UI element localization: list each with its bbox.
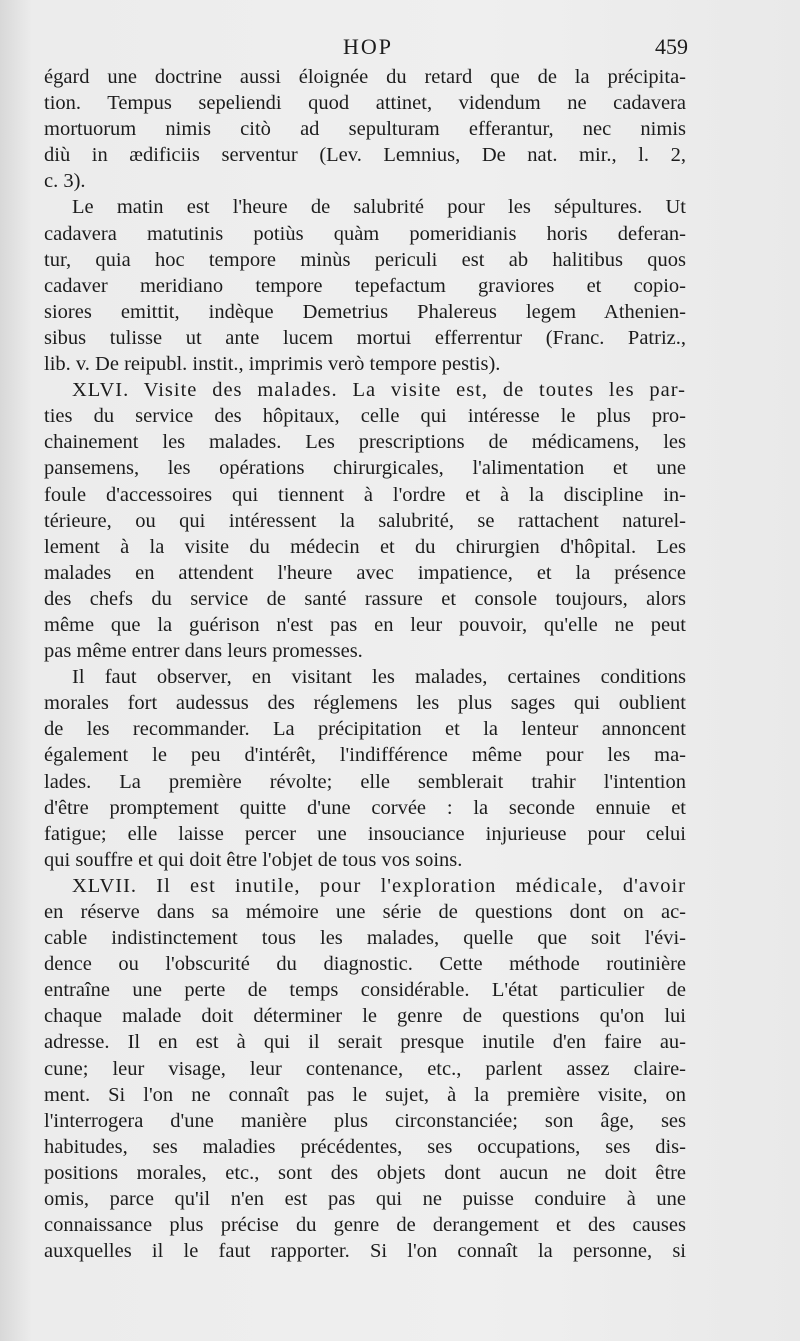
- text-line: lades. La première révolte; elle semblerait trahir l'intention: [44, 770, 686, 793]
- page-number: 459: [655, 34, 688, 59]
- text-line: diù in ædificiis serventur (Lev. Lemnius, De nat. mir., l. 2,: [44, 144, 686, 167]
- body-text: [44, 64, 686, 1264]
- text-line: tion. Tempus sepeliendi quod attinet, videndum ne cadavera: [44, 92, 686, 115]
- text-line: siores emittit, indèque Demetrius Phalereus legem Athenien-: [44, 300, 686, 323]
- text-line: ment. Si l'on ne connaît pas le sujet, à la première visite, on: [44, 1083, 686, 1106]
- text-line: pansemens, les opérations chirurgicales, l'alimentation et une: [44, 457, 686, 480]
- text-line: pas même entrer dans leurs promesses.: [44, 640, 363, 663]
- text-line: chaque malade doit déterminer le genre de questions qu'on lui: [44, 1005, 686, 1028]
- text-line: lement à la visite du médecin et du chirurgien d'hôpital. Les: [44, 535, 686, 558]
- text-line: c. 3).: [44, 170, 86, 193]
- text-line: cable indistinctement tous les malades, quelle que soit l'évi-: [44, 927, 686, 950]
- text-line: d'être promptement quitte d'une corvée : la seconde ennuie et: [44, 796, 686, 819]
- text-line: fatigue; elle laisse percer une insouciance injurieuse pour celui: [44, 822, 686, 845]
- text-line: mortuorum nimis citò ad sepulturam efferantur, nec nimis: [44, 118, 686, 141]
- text-line: tur, quia hoc tempore minùs periculi est ab halitibus quos: [44, 248, 686, 271]
- text-line: connaissance plus précise du genre de derangement et des causes: [44, 1214, 686, 1237]
- running-head: [48, 34, 688, 68]
- text-line: qui souffre et qui doit être l'objet de tous vos soins.: [44, 848, 463, 871]
- text-line: cadaver meridiano tempore tepefactum graviores et copio-: [44, 274, 686, 297]
- text-line: des chefs du service de santé rassure et console toujours, alors: [44, 587, 686, 610]
- text-line: habitudes, ses maladies précédentes, ses occupations, ses dis-: [44, 1135, 686, 1158]
- text-line: morales fort audessus des réglemens les plus sages qui oublient: [44, 692, 686, 715]
- text-line: égard une doctrine aussi éloignée du retard que de la précipita-: [44, 66, 686, 88]
- text-line: dence ou l'obscurité du diagnostic. Cette méthode routinière: [44, 953, 686, 976]
- text-line: adresse. Il en est à qui il serait presque inutile d'en faire au-: [44, 1031, 686, 1054]
- text-line: cadavera matutinis potiùs quàm pomeridianis horis deferan-: [44, 222, 686, 245]
- text-line: chainement les malades. Les prescriptions de médicamens, les: [44, 431, 686, 454]
- text-line: auxquelles il le faut rapporter. Si l'on connaît la personne, si: [44, 1240, 686, 1263]
- text-line: cune; leur visage, leur contenance, etc., parlent assez claire-: [44, 1057, 686, 1080]
- text-line: omis, parce qu'il n'en est pas qui ne puisse conduire à une: [44, 1188, 686, 1211]
- section-heading-line: XLVI. Visite des malades. La visite est, de toutes les par-: [72, 379, 686, 402]
- text-line: malades en attendent l'heure avec impatience, et la présence: [44, 561, 686, 584]
- text-line: térieure, ou qui intéressent la salubrité, se rattachent naturel-: [44, 509, 686, 532]
- text-line: l'interrogera d'une manière plus circonstanciée; son âge, ses: [44, 1109, 686, 1132]
- text-line: entraîne une perte de temps considérable. L'état particulier de: [44, 979, 686, 1002]
- text-line: en réserve dans sa mémoire une série de questions dont on ac-: [44, 901, 686, 923]
- paragraph-first-line: Le matin est l'heure de salubrité pour les sépultures. Ut: [72, 196, 686, 219]
- section-heading-line: XLVII. Il est inutile, pour l'exploration médicale, d'avoir: [72, 874, 686, 897]
- text-line: lib. v. De reipubl. instit., imprimis verò tempore pestis).: [44, 353, 501, 376]
- text-line: également le peu d'intérêt, l'indifférence même pour les ma-: [44, 744, 686, 767]
- text-line: foule d'accessoires qui tiennent à l'ordre et à la discipline in-: [44, 483, 686, 506]
- text-line: de les recommander. La précipitation et la lenteur annoncent: [44, 718, 686, 741]
- text-line: ties du service des hôpitaux, celle qui intéresse le plus pro-: [44, 405, 686, 428]
- paragraph-first-line: Il faut observer, en visitant les malades, certaines conditions: [72, 666, 686, 689]
- text-line: sibus tulisse ut ante lucem mortui efferrentur (Franc. Patriz.,: [44, 326, 686, 349]
- text-line: même que la guérison n'est pas en leur pouvoir, qu'elle ne peut: [44, 613, 686, 636]
- running-title: HOP: [342, 34, 393, 59]
- text-line: positions morales, etc., sont des objets dont aucun ne doit être: [44, 1161, 686, 1184]
